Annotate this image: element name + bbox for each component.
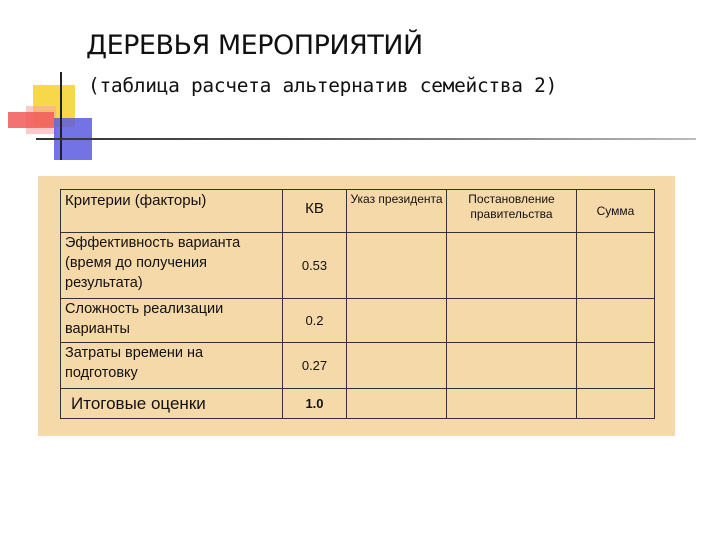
- decorative-red-bar: [8, 112, 54, 128]
- header-sum: Сумма: [577, 190, 655, 233]
- row-alt-resolution-cell: [447, 343, 577, 389]
- row-alt-decree-cell: [347, 343, 447, 389]
- table-row: [61, 299, 655, 343]
- table-header-row: [61, 190, 655, 233]
- row-kv-value: 0.53: [283, 233, 347, 299]
- header-criteria: Критерии (факторы): [61, 190, 283, 233]
- page-title: ДЕРЕВЬЯ МЕРОПРИЯТИЙ: [86, 30, 423, 61]
- table-final-row: [61, 389, 655, 419]
- final-alt-decree-cell: [347, 389, 447, 419]
- header-kv: КВ: [283, 190, 347, 233]
- row-sum-cell: [577, 233, 655, 299]
- header-alt-resolution: Постановление правительства: [447, 190, 577, 233]
- decorative-vertical-line: [60, 72, 62, 160]
- row-kv-value: 0.2: [283, 299, 347, 343]
- row-sum-cell: [577, 343, 655, 389]
- alternatives-table: [60, 189, 655, 419]
- header-alt-decree: Указ президента: [347, 190, 447, 233]
- page-subtitle: (таблица расчета альтернатив семейства 2): [88, 74, 558, 97]
- final-scores-label: Итоговые оценки: [61, 389, 283, 419]
- table-row: [61, 233, 655, 299]
- title-divider-line: [36, 138, 696, 140]
- row-kv-value: 0.27: [283, 343, 347, 389]
- row-alt-decree-cell: [347, 233, 447, 299]
- row-alt-decree-cell: [347, 299, 447, 343]
- final-alt-resolution-cell: [447, 389, 577, 419]
- row-criterion: Эффективность варианта (время до получения результата): [61, 233, 283, 299]
- final-kv-value: 1.0: [283, 389, 347, 419]
- row-sum-cell: [577, 299, 655, 343]
- row-criterion: Сложность реализации варианты: [61, 299, 283, 343]
- table-row: [61, 343, 655, 389]
- final-sum-cell: [577, 389, 655, 419]
- row-alt-resolution-cell: [447, 299, 577, 343]
- row-alt-resolution-cell: [447, 233, 577, 299]
- row-criterion: Затраты времени на подготовку: [61, 343, 283, 389]
